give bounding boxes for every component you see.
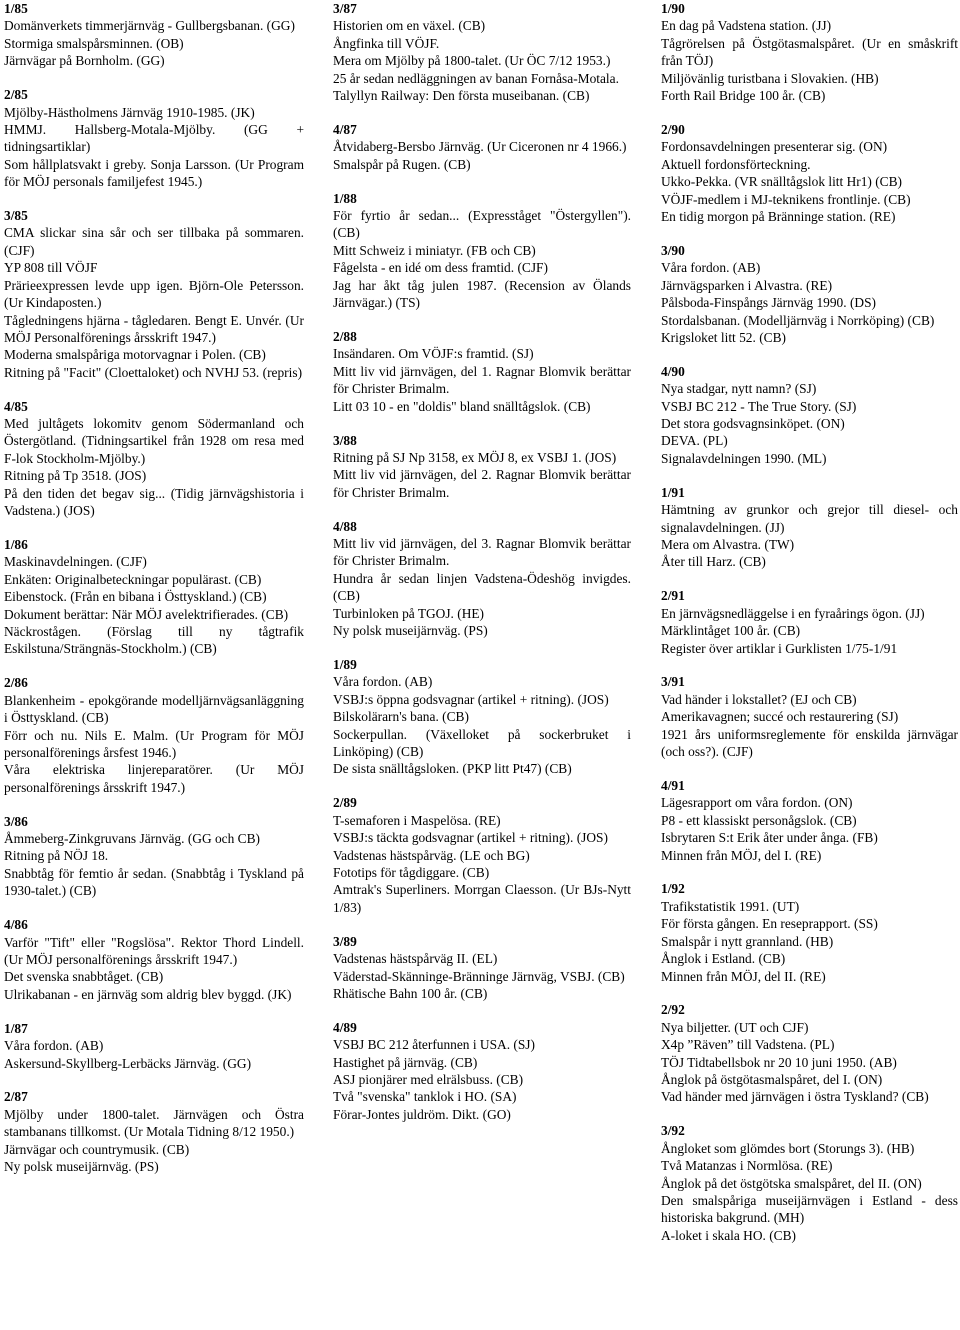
issue-number-heading: 1/91 bbox=[661, 484, 685, 500]
article-entry: 1921 års uniformsreglemente för enskilda järnvägar (och oss?). (CJF) bbox=[661, 726, 958, 760]
article-entry: Bilskolärarn's bana. (CB) bbox=[333, 709, 469, 725]
article-entry: Amtrak's Superliners. Morrgan Claesson. (Ur BJs-Nytt 1/83) bbox=[333, 882, 631, 915]
article-entry: Stordalsbanan. (Modelljärnväg i Norrköping) (CB) bbox=[661, 312, 935, 328]
issue-section bbox=[661, 1122, 958, 1244]
article-entry: Snabbtåg för femtio år sedan. (Snabbtåg i Tyskland på 1930-talet.) (CB) bbox=[4, 865, 304, 899]
article-entry: VÖJF-medlem i MJ-teknikens frontlinje. (CB) bbox=[661, 191, 911, 207]
issue-number-heading: 3/89 bbox=[333, 933, 357, 949]
article-entry: Talyllyn Railway: Den första museibanan. (CB) bbox=[333, 88, 590, 104]
article-entry: Vad händer i lokstallet? (EJ och CB) bbox=[661, 691, 857, 707]
issue-number-heading: 1/85 bbox=[4, 1, 28, 16]
article-entry: Våra fordon. (AB) bbox=[661, 260, 761, 276]
article-entry: Ritning på Tp 3518. (JOS) bbox=[4, 468, 147, 484]
issue-section bbox=[661, 1001, 958, 1105]
article-entry: Ritning på NÖJ 18. bbox=[4, 848, 109, 864]
article-entry: Mera om Mjölby på 1800-talet. (Ur ÖC 7/12 1953.) bbox=[333, 53, 611, 69]
issue-number-heading: 3/92 bbox=[661, 1123, 685, 1139]
issue-number-heading: 3/88 bbox=[333, 432, 357, 448]
article-entry: Historien om en växel. (CB) bbox=[333, 18, 486, 34]
article-entry: Krigsloket litt 52. (CB) bbox=[661, 329, 786, 345]
article-entry: Minnen från MÖJ, del II. (RE) bbox=[661, 968, 826, 984]
article-entry: En dag på Vadstena station. (JJ) bbox=[661, 18, 832, 34]
issue-section bbox=[333, 121, 631, 173]
issue-section bbox=[333, 933, 631, 1003]
article-entry: På den tiden det begav sig... (Tidig järnvägshistoria i Vadstena.) (JOS) bbox=[4, 485, 304, 519]
article-entry: VSBJ BC 212 - The True Story. (SJ) bbox=[661, 398, 857, 414]
article-entry: Mitt liv vid järnvägen, del 3. Ragnar Blomvik berättar för Christer Brimalm. bbox=[333, 536, 631, 569]
article-entry: Järnvägar och countrymusik. (CB) bbox=[4, 1141, 190, 1157]
article-entry: Mitt liv vid järnvägen, del 2. Ragnar Blomvik berättar för Christer Brimalm. bbox=[333, 467, 631, 500]
issue-number-heading: 4/89 bbox=[333, 1019, 357, 1035]
article-entry: För första gången. En reseprapport. (SS) bbox=[661, 916, 878, 932]
article-entry: Blankenheim - epokgörande modelljärnvägsanläggning i Östtyskland. (CB) bbox=[4, 692, 304, 726]
issue-section bbox=[333, 190, 631, 312]
article-entry: Förar-Jontes juldröm. Dikt. (GO) bbox=[333, 1106, 511, 1122]
article-entry: Åtvidaberg-Bersbo Järnväg. (Ur Ciceronen nr 4 1966.) bbox=[333, 139, 627, 155]
issue-section bbox=[4, 1088, 304, 1175]
article-entry: Som hållplatsvakt i greby. Sonja Larsson. (Ur Program för MÖJ personals familjefest 1945.) bbox=[4, 156, 304, 190]
article-entry: Enkäten: Originalbeteckningar populärast. (CB) bbox=[4, 571, 262, 587]
issue-number-heading: 2/86 bbox=[4, 675, 28, 691]
article-entry: Hämtning av grunkor och grejor till diesel- och signalavdelningen. (JJ) bbox=[661, 502, 958, 535]
article-entry: Litt 03 10 - en "doldis" bland snälltågslok. (CB) bbox=[333, 398, 591, 414]
issue-section bbox=[333, 656, 631, 778]
article-entry: Ny polsk museijärnväg. (PS) bbox=[333, 623, 488, 639]
article-entry: Stormiga smalspårsminnen. (OB) bbox=[4, 35, 184, 51]
article-entry: Amerikavagnen; succé och restaurering (SJ) bbox=[661, 709, 899, 725]
article-entry: ASJ pionjärer med elrälsbuss. (CB) bbox=[333, 1072, 524, 1088]
article-entry: Våra elektriska linjereparatörer. (Ur MÖJ personalförenings årsskrift 1947.) bbox=[4, 762, 304, 795]
article-entry: Ukko-Pekka. (VR snälltågslok litt Hr1) (CB) bbox=[661, 174, 903, 190]
article-entry: HMMJ. Hallsberg-Motala-Mjölby. (GG + tidningsartiklar) bbox=[4, 121, 304, 155]
article-entry: Jag har åkt tåg julen 1987. (Recension av Ölands Järnvägar.) (TS) bbox=[333, 277, 631, 311]
article-entry: Näckrostågen. (Förslag till ny tågtrafik Eskilstuna/Strängnäs-Stockholm.) (CB) bbox=[4, 624, 304, 657]
article-entry: Isbrytaren S:t Erik åter under ånga. (FB) bbox=[661, 830, 878, 846]
issue-section bbox=[661, 121, 958, 225]
article-entry: Moderna smalspåriga motorvagnar i Polen. (CB) bbox=[4, 347, 266, 363]
article-entry: Hundra år sedan linjen Vadstena-Ödeshög invigdes. (CB) bbox=[333, 570, 631, 604]
issue-number-heading: 4/90 bbox=[661, 363, 685, 379]
article-entry: Ångfinka till VÖJF. bbox=[333, 35, 440, 51]
issue-section bbox=[4, 398, 304, 520]
article-entry: A-loket i skala HO. (CB) bbox=[661, 1227, 796, 1243]
issue-number-heading: 2/89 bbox=[333, 795, 357, 811]
column-2 bbox=[333, 0, 631, 1140]
article-entry: TÖJ Tidtabellsbok nr 20 10 juni 1950. (AB) bbox=[661, 1054, 897, 1070]
article-entry: Det stora godsvagnsinköpet. (ON) bbox=[661, 416, 845, 432]
article-entry: Fordonsavdelningen presenterar sig. (ON) bbox=[661, 139, 888, 155]
issue-number-heading: 1/90 bbox=[661, 1, 685, 16]
article-entry: P8 - ett klassiskt personågslok. (CB) bbox=[661, 812, 857, 828]
issue-section bbox=[4, 674, 304, 796]
article-entry: Två "svenska" tanklok i HO. (SA) bbox=[333, 1089, 517, 1105]
issue-number-heading: 4/91 bbox=[661, 777, 685, 793]
article-entry: Det svenska snabbtåget. (CB) bbox=[4, 969, 164, 985]
issue-section bbox=[4, 1020, 304, 1072]
article-entry: VSBJ:s täckta godsvagnar (artikel + ritning). (JOS) bbox=[333, 830, 608, 846]
article-entry: Dokument berättar: När MÖJ avelektrifierades. (CB) bbox=[4, 606, 289, 622]
article-entry: Lägesrapport om våra fordon. (ON) bbox=[661, 795, 853, 811]
issue-number-heading: 4/87 bbox=[333, 121, 357, 137]
article-entry: Vad händer med järnvägen i östra Tyskland? (CB) bbox=[661, 1089, 929, 1105]
article-entry: Ritning på SJ Np 3158, ex MÖJ 8, ex VSBJ 1. (JOS) bbox=[333, 449, 617, 465]
issue-section bbox=[661, 777, 958, 864]
issue-section bbox=[333, 0, 631, 104]
article-entry: Minnen från MÖJ, del I. (RE) bbox=[661, 847, 822, 863]
article-entry: Varför "Tift" eller "Rogslösa". Rektor Thord Lindell. (Ur MÖJ personalförenings årsskrift 1947.) bbox=[4, 934, 304, 967]
article-entry: Smalspår på Rugen. (CB) bbox=[333, 156, 471, 172]
issue-section bbox=[661, 242, 958, 346]
issue-number-heading: 2/92 bbox=[661, 1002, 685, 1018]
article-entry: Mera om Alvastra. (TW) bbox=[661, 536, 795, 552]
article-entry: X4p ”Räven” till Vadstena. (PL) bbox=[661, 1037, 835, 1053]
article-entry: Fototips för tågdiggare. (CB) bbox=[333, 864, 490, 880]
article-entry: Ånglok i Estland. (CB) bbox=[661, 951, 786, 967]
article-entry: Turbinloken på TGOJ. (HE) bbox=[333, 605, 485, 621]
issue-section bbox=[4, 813, 304, 900]
article-entry: Askersund-Skyllberg-Lerbäcks Järnväg. (GG) bbox=[4, 1055, 252, 1071]
article-entry: Hastighet på järnväg. (CB) bbox=[333, 1054, 478, 1070]
article-entry: Vadstenas hästspårväg II. (EL) bbox=[333, 951, 498, 967]
issue-number-heading: 3/87 bbox=[333, 1, 357, 16]
article-entry: Ritning på "Facit" (Cloettaloket) och NVHJ 53. (repris) bbox=[4, 364, 303, 380]
article-entry: Ånglok på östgötasmalspåret, del I. (ON) bbox=[661, 1072, 883, 1088]
issue-section bbox=[333, 328, 631, 415]
issue-number-heading: 3/90 bbox=[661, 242, 685, 258]
article-entry: Ulrikabanan - en järnväg som aldrig blev byggd. (JK) bbox=[4, 986, 292, 1002]
article-entry: Två Matanzas i Normlösa. (RE) bbox=[661, 1158, 833, 1174]
article-entry: Ångloket som glömdes bort (Storungs 3). (HB) bbox=[661, 1140, 915, 1156]
article-entry: Åter till Harz. (CB) bbox=[661, 554, 766, 570]
issue-number-heading: 2/88 bbox=[333, 329, 357, 344]
article-entry: Mitt Schweiz i miniatyr. (FB och CB) bbox=[333, 242, 536, 258]
article-entry: YP 808 till VÖJF bbox=[4, 260, 98, 276]
issue-number-heading: 1/92 bbox=[661, 881, 685, 897]
article-entry: Forth Rail Bridge 100 år. (CB) bbox=[661, 88, 826, 104]
article-entry: De sista snälltågsloken. (PKP litt Pt47) (CB) bbox=[333, 761, 572, 777]
article-entry: För fyrtio år sedan... (Expresståget "Östergyllen"). (CB) bbox=[333, 208, 631, 241]
article-entry: T-semaforen i Maspelösa. (RE) bbox=[333, 812, 501, 828]
column-3 bbox=[661, 0, 958, 1261]
article-entry: Mitt liv vid järnvägen, del 1. Ragnar Blomvik berättar för Christer Brimalm. bbox=[333, 363, 631, 397]
article-entry: Miljövänlig turistbana i Slovakien. (HB) bbox=[661, 70, 879, 86]
article-entry: Smalspår i nytt grannland. (HB) bbox=[661, 933, 834, 949]
issue-section bbox=[661, 363, 958, 467]
article-entry: Domänverkets timmerjärnväg - Gullbergsbanan. (GG) bbox=[4, 18, 295, 34]
article-entry: DEVA. (PL) bbox=[661, 433, 728, 449]
article-entry: Eibenstock. (Från en bibana i Östtyskland.) (CB) bbox=[4, 589, 267, 605]
article-entry: VSBJ BC 212 återfunnen i USA. (SJ) bbox=[333, 1037, 535, 1053]
article-entry: Ånglok på det östgötska smalspåret, del II. (ON) bbox=[661, 1175, 922, 1191]
article-entry: Ny polsk museijärnväg. (PS) bbox=[4, 1159, 159, 1175]
article-entry: Vadstenas hästspårväg. (LE och BG) bbox=[333, 847, 530, 863]
issue-number-heading: 3/91 bbox=[661, 674, 685, 690]
issue-section bbox=[4, 0, 304, 70]
article-entry: Tågrörelsen på Östgötasmalspåret. (Ur en småskrift från TÖJ) bbox=[661, 35, 958, 69]
article-entry: Mjölby-Hästholmens Järnväg 1910-1985. (JK) bbox=[4, 104, 255, 120]
article-entry: Våra fordon. (AB) bbox=[333, 674, 433, 690]
article-entry: Nya biljetter. (UT och CJF) bbox=[661, 1019, 809, 1035]
issue-section bbox=[333, 1019, 631, 1123]
issue-number-heading: 2/87 bbox=[4, 1089, 28, 1105]
article-entry: Rhätische Bahn 100 år. (CB) bbox=[333, 985, 488, 1001]
issue-section bbox=[333, 432, 631, 502]
issue-number-heading: 2/91 bbox=[661, 588, 685, 604]
issue-number-heading: 1/86 bbox=[4, 536, 28, 552]
article-entry: En järnvägsnedläggelse i en fyraårings ögon. (JJ) bbox=[661, 605, 925, 621]
article-entry: Nya stadgar, nytt namn? (SJ) bbox=[661, 381, 817, 397]
article-entry: Signalavdelningen 1990. (ML) bbox=[661, 450, 827, 466]
article-entry: Aktuell fordonsförteckning. bbox=[661, 156, 811, 172]
issue-section bbox=[661, 587, 958, 657]
article-entry: Insändaren. Om VÖJF:s framtid. (SJ) bbox=[333, 346, 534, 362]
issue-number-heading: 1/88 bbox=[333, 190, 357, 206]
article-entry: Våra fordon. (AB) bbox=[4, 1038, 104, 1054]
issue-number-heading: 4/85 bbox=[4, 398, 28, 414]
article-entry: VSBJ:s öppna godsvagnar (artikel + ritning). (JOS) bbox=[333, 691, 609, 707]
issue-section bbox=[4, 916, 304, 1003]
issue-number-heading: 2/85 bbox=[4, 87, 28, 103]
article-entry: CMA slickar sina sår och ser tillbaka på sommaren. (CJF) bbox=[4, 225, 304, 258]
issue-section bbox=[661, 673, 958, 760]
issue-section bbox=[661, 0, 958, 104]
article-entry: Tågledningens hjärna - tågledaren. Bengt E. Unvér. (Ur MÖJ Personalförenings årsskrift 1947.) bbox=[4, 312, 304, 345]
article-entry: 25 år sedan nedläggningen av banan Fornåsa-Motala. bbox=[333, 70, 619, 86]
article-entry: Register över artiklar i Gurklisten 1/75-1/91 bbox=[661, 640, 898, 656]
issue-section bbox=[333, 794, 631, 916]
article-entry: Märklintåget 100 år. (CB) bbox=[661, 623, 801, 639]
article-entry: Trafikstatistik 1991. (UT) bbox=[661, 898, 800, 914]
article-entry: Prärieexpressen levde upp igen. Björn-Ole Petersson. (Ur Kindaposten.) bbox=[4, 277, 304, 311]
article-entry: Väderstad-Skänninge-Bränninge Järnväg, VSBJ. (CB) bbox=[333, 968, 625, 984]
article-entry: Pålsboda-Finspångs Järnväg 1990. (DS) bbox=[661, 295, 876, 311]
article-entry: Järnvägsparken i Alvastra. (RE) bbox=[661, 277, 833, 293]
issue-section bbox=[661, 484, 958, 571]
issue-number-heading: 3/85 bbox=[4, 208, 28, 224]
article-entry: Fågelsta - en idé om dess framtid. (CJF) bbox=[333, 260, 548, 276]
article-entry: Med jultågets lokomitv genom Södermanland och Östergötland. (Tidningsartikel från 1928 om resa med F-lok Stockholm-Mjölby.) bbox=[4, 416, 304, 466]
issue-number-heading: 2/90 bbox=[661, 121, 685, 137]
column-1 bbox=[4, 0, 304, 1192]
issue-section bbox=[661, 880, 958, 984]
issue-section bbox=[4, 86, 304, 190]
article-entry: Järnvägar på Bornholm. (GG) bbox=[4, 53, 165, 69]
article-entry: Sockerpullan. (Växelloket på sockerbruket i Linköping) (CB) bbox=[333, 726, 631, 760]
article-entry: Förr och nu. Nils E. Malm. (Ur Program för MÖJ personalförenings årsfest 1946.) bbox=[4, 727, 304, 760]
article-entry: Åmmeberg-Zinkgruvans Järnväg. (GG och CB) bbox=[4, 831, 260, 847]
article-entry: Den smalspåriga museijärnvägen i Estland - dess historiska bakgrund. (MH) bbox=[661, 1192, 958, 1226]
article-entry: Maskinavdelningen. (CJF) bbox=[4, 554, 147, 570]
issue-number-heading: 4/86 bbox=[4, 917, 28, 933]
issue-number-heading: 4/88 bbox=[333, 518, 357, 534]
issue-number-heading: 1/89 bbox=[333, 657, 357, 672]
issue-number-heading: 1/87 bbox=[4, 1020, 28, 1036]
issue-section bbox=[333, 518, 631, 640]
issue-section bbox=[4, 207, 304, 381]
issue-number-heading: 3/86 bbox=[4, 813, 28, 829]
article-entry: En tidig morgon på Bränninge station. (RE) bbox=[661, 208, 896, 224]
article-entry: Mjölby under 1800-talet. Järnvägen och Östra stambanans tillkomst. (Ur Motala Tidning 8/12 1950.) bbox=[4, 1106, 304, 1140]
issue-section bbox=[4, 536, 304, 658]
